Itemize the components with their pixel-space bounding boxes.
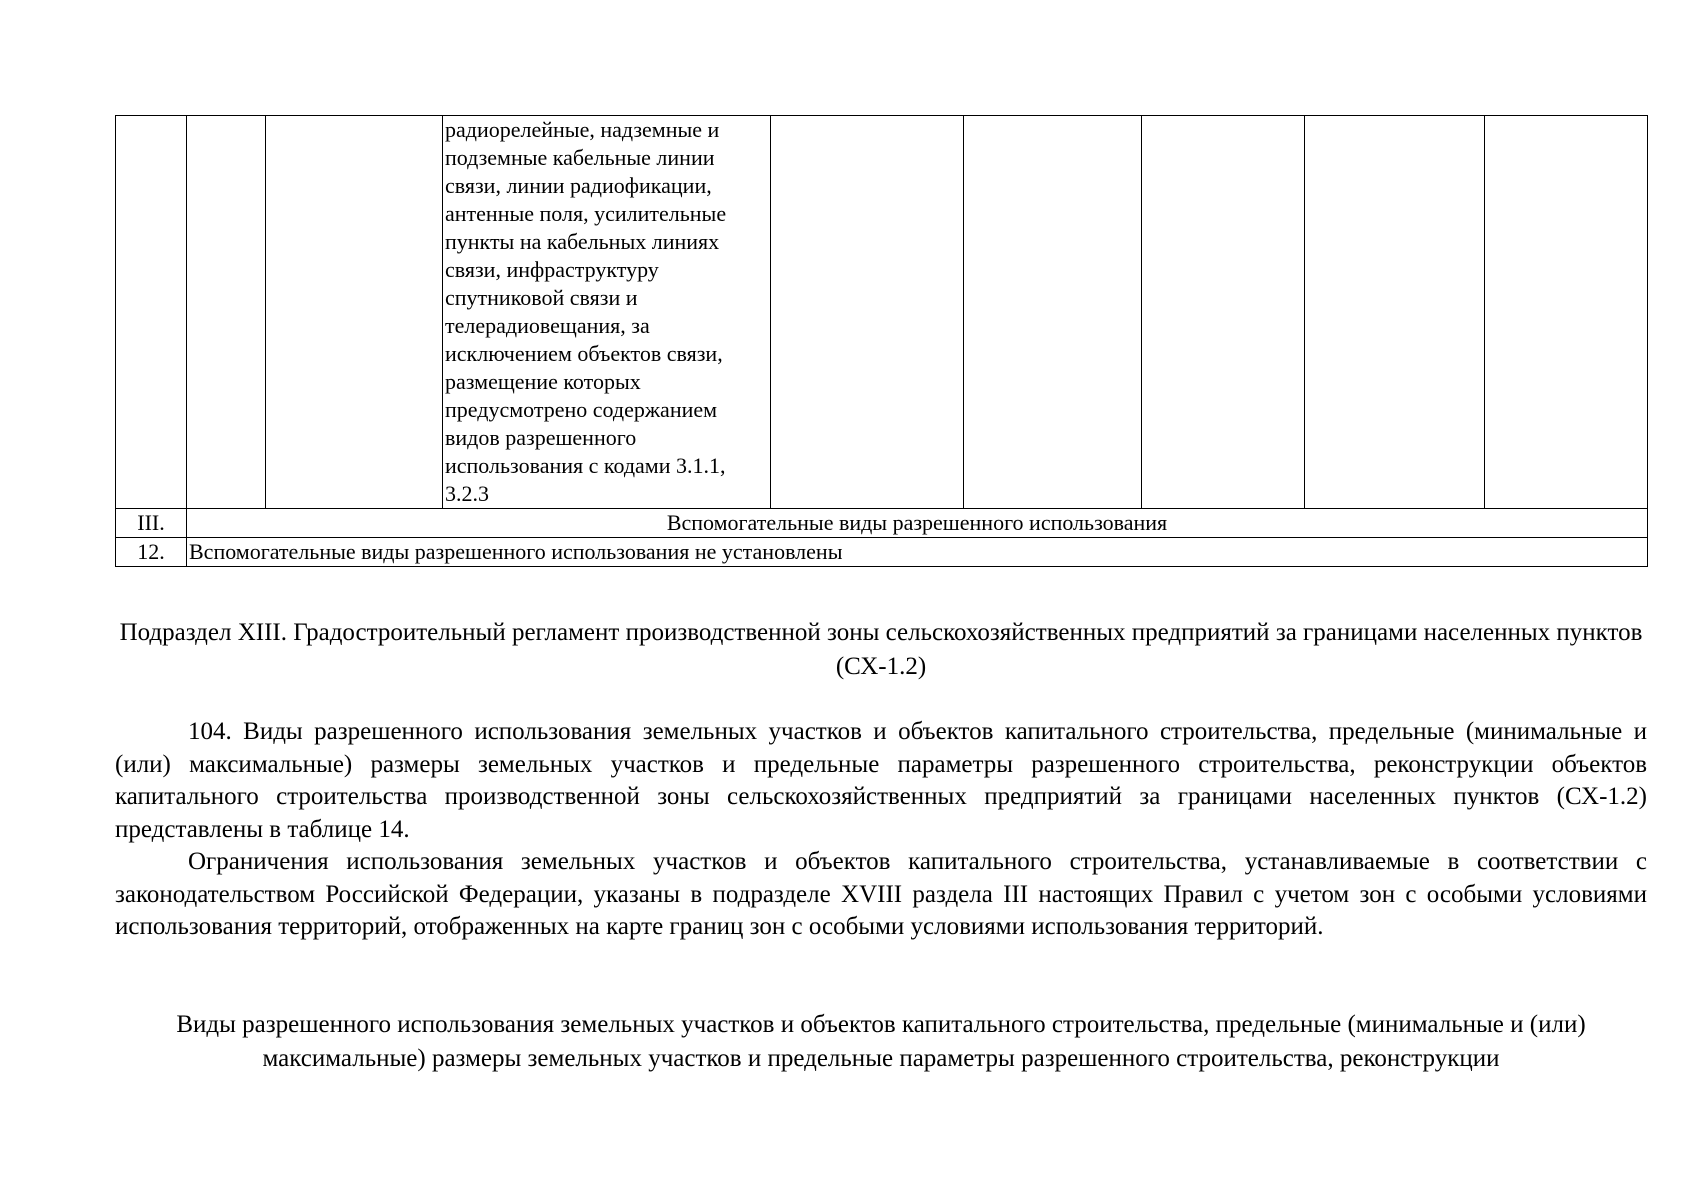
cell-empty	[1485, 116, 1648, 509]
cell-empty	[1142, 116, 1305, 509]
table-caption: Виды разрешенного использования земельных участков и объектов капитального строительства, предельные (минимальные и (или) максимальные) размеры земельных участков и предельные параметры разрешенного строительства, реконструкции	[176, 1011, 1586, 1072]
regulation-table	[115, 115, 1648, 567]
row-text: Вспомогательные виды разрешенного использования не установлены	[187, 538, 1648, 567]
paragraph-104: 104. Виды разрешенного использования земельных участков и объектов капитального строительства, предельные (минимальные и (или) максимальные) размеры земельных участков и предельные параметры разрешенного строительства, реконструкции объектов капитального строительства производственной зоны сельскохозяйственных предприятий за границами населенных пунктов (СХ-1.2) представлены в таблице 14.	[115, 718, 1647, 843]
cell-empty	[1305, 116, 1485, 509]
section-number: III.	[116, 509, 187, 538]
cell-use-description: радиорелейные, надземные и подземные кабельные линии связи, линии радиофикации, антенные поля, усилительные пункты на кабельных линиях связи, инфраструктуру спутниковой связи и телерадиовещания, за исключением объектов связи, размещение которых предусмотрено содержанием видов разрешенного использования с кодами 3.1.1, 3.2.3	[443, 116, 771, 509]
table-row-12	[116, 538, 1648, 567]
section-title: Вспомогательные виды разрешенного использования	[187, 509, 1648, 538]
table-row-continuation	[116, 116, 1648, 509]
cell-empty	[964, 116, 1142, 509]
cell-empty	[266, 116, 443, 509]
cell-number-empty	[116, 116, 187, 509]
table-row-section-header	[116, 509, 1648, 538]
row-number: 12.	[116, 538, 187, 567]
subsection-heading: Подраздел XIII. Градостроительный регламент производственной зоны сельскохозяйственных предприятий за границами населенных пунктов (СХ-1.2)	[119, 619, 1643, 680]
cell-empty	[771, 116, 964, 509]
paragraph-restrictions: Ограничения использования земельных участков и объектов капитального строительства, устанавливаемые в соответствии с законодательством Российской Федерации, указаны в подразделе XVIII раздела III настоящих Правил с учетом зон с особыми условиями использования территорий, отображенных на карте границ зон с особыми условиями использования территорий.	[115, 848, 1647, 940]
cell-empty	[187, 116, 266, 509]
